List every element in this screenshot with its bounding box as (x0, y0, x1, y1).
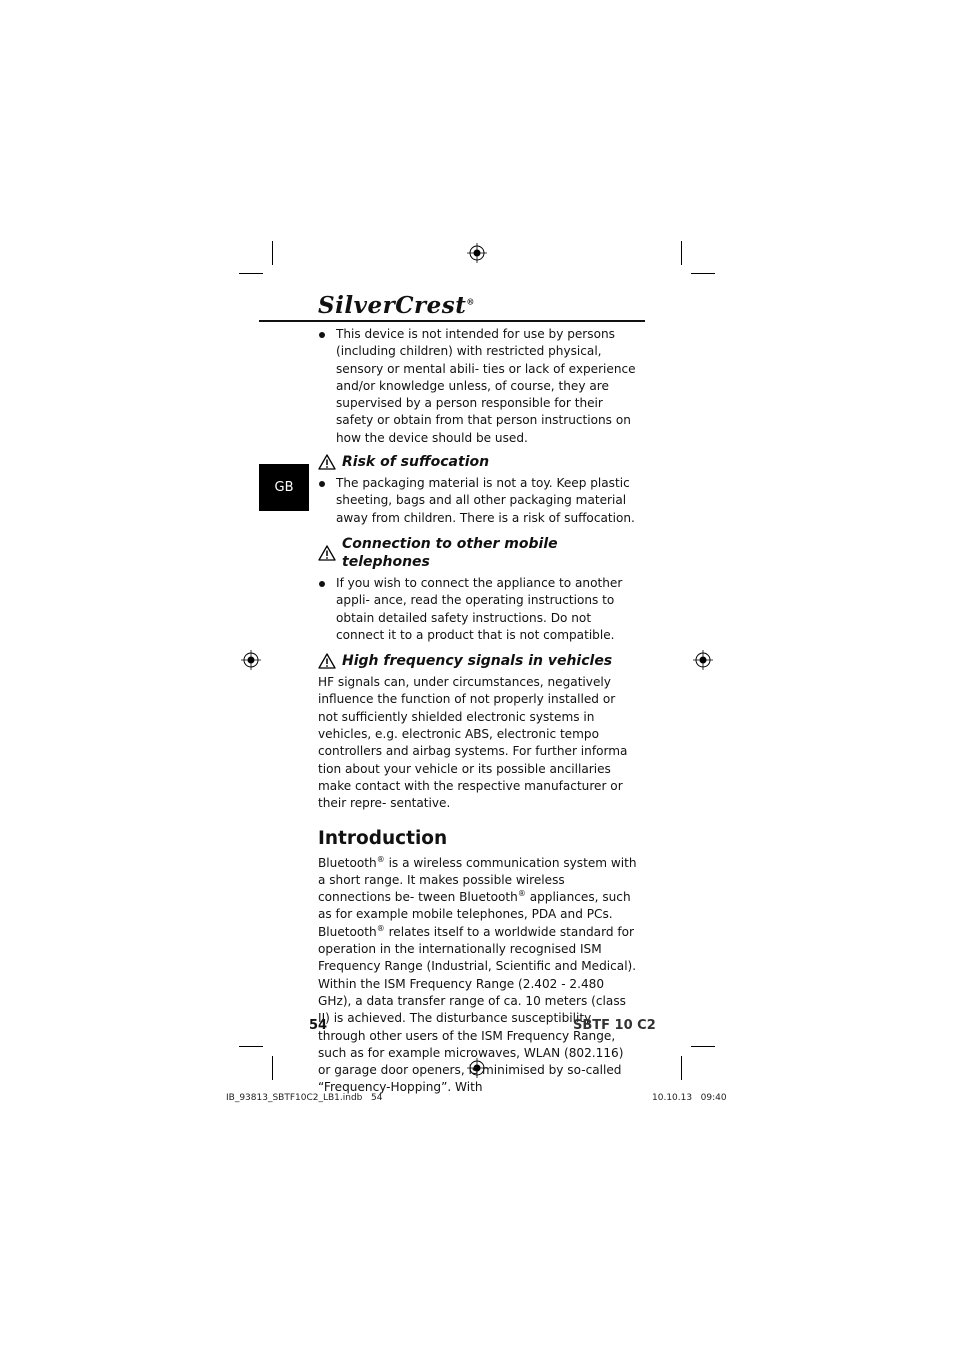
registration-mark-icon (467, 243, 487, 263)
crop-mark (681, 1056, 682, 1080)
section-heading-text: Connection to other mobile telephones (342, 535, 558, 570)
bullet-text: The packaging material is not a toy. Keep plastic sheeting, bags and all other packaging material away from children. There is a risk of suffocation. (336, 476, 635, 525)
introduction-heading: Introduction (318, 827, 448, 849)
registration-mark-icon (693, 650, 713, 670)
bullet-text: If you wish to connect the appliance to another appli- ance, read the operating instructions to obtain detailed safety instructions. Do not connect it to a product that is not compatible. (336, 575, 623, 642)
warning-icon (318, 653, 336, 669)
print-slug-date: 10.10.13 09:40 (652, 1093, 727, 1103)
crop-mark (691, 273, 715, 274)
crop-mark (272, 241, 273, 265)
section-heading-connection (318, 535, 638, 571)
crop-mark (239, 1046, 263, 1047)
brand-logo: SilverCrest® (318, 292, 475, 319)
crop-mark (239, 273, 263, 274)
introduction-paragraph: Bluetooth® is a wireless communication system with a short range. It makes possible wireless connections be- tween Bluetooth® appliances, such as for example mobile telephones, PDA and PCs. Bluetooth® relates itself to a worldwide standard for operation in the internationally recognised ISM Frequency Range (Industrial, Scientific and Medical). Within the ISM Frequency Range (2.402 - 2.480 GHz), a data transfer range of ca. 10 meters (class II) is achieved. The disturbance susceptibility through other users of the ISM Frequency Range, such as for example microwaves, WLAN (802.116) or garage door openers, is minimised by so-called “Frequency-Hopping”. With (318, 854, 637, 1095)
header-rule (259, 320, 645, 322)
model-number: SBTF 10 C2 (573, 1018, 656, 1033)
crop-mark (691, 1046, 715, 1047)
section-heading-hf (318, 652, 638, 670)
crop-mark (272, 1056, 273, 1080)
bullet-icon (319, 332, 325, 338)
bullet-icon (319, 581, 325, 587)
main-content (318, 325, 638, 1097)
section-heading-text: Risk of suffocation (342, 454, 490, 471)
crop-mark (681, 241, 682, 265)
language-tab (259, 464, 309, 511)
print-slug-file: IB_93813_SBTF10C2_LB1.indb 54 (226, 1093, 383, 1103)
language-tab-label: GB (274, 480, 294, 495)
bullet-text: This device is not intended for use by persons (including children) with restricted physical, sensory or mental abili- ties or lack of experience and/or knowledge unless, of course, they are supervised by a person responsible for their safety or obtain from that person instructions on how the device should be used. (336, 327, 636, 445)
bullet-icon (319, 481, 325, 487)
warning-icon (318, 454, 336, 470)
list-item (318, 475, 638, 527)
section-heading-text: High frequency signals in vehicles (342, 653, 613, 670)
warning-icon (318, 545, 336, 561)
section-heading-risk (318, 453, 638, 471)
list-item (318, 575, 638, 644)
list-item (318, 326, 638, 447)
registration-mark-icon (241, 650, 261, 670)
hf-paragraph: HF signals can, under circumstances, negatively influence the function of not properly installed or not sufficiently shielded electronic systems in vehicles, e.g. electronic ABS, electronic tempo controllers and airbag systems. For further informa tion about your vehicle or its possible ancillaries make contact with the respective manufacturer or their repre- sentative. (318, 675, 628, 811)
page-number: 54 (309, 1018, 328, 1033)
